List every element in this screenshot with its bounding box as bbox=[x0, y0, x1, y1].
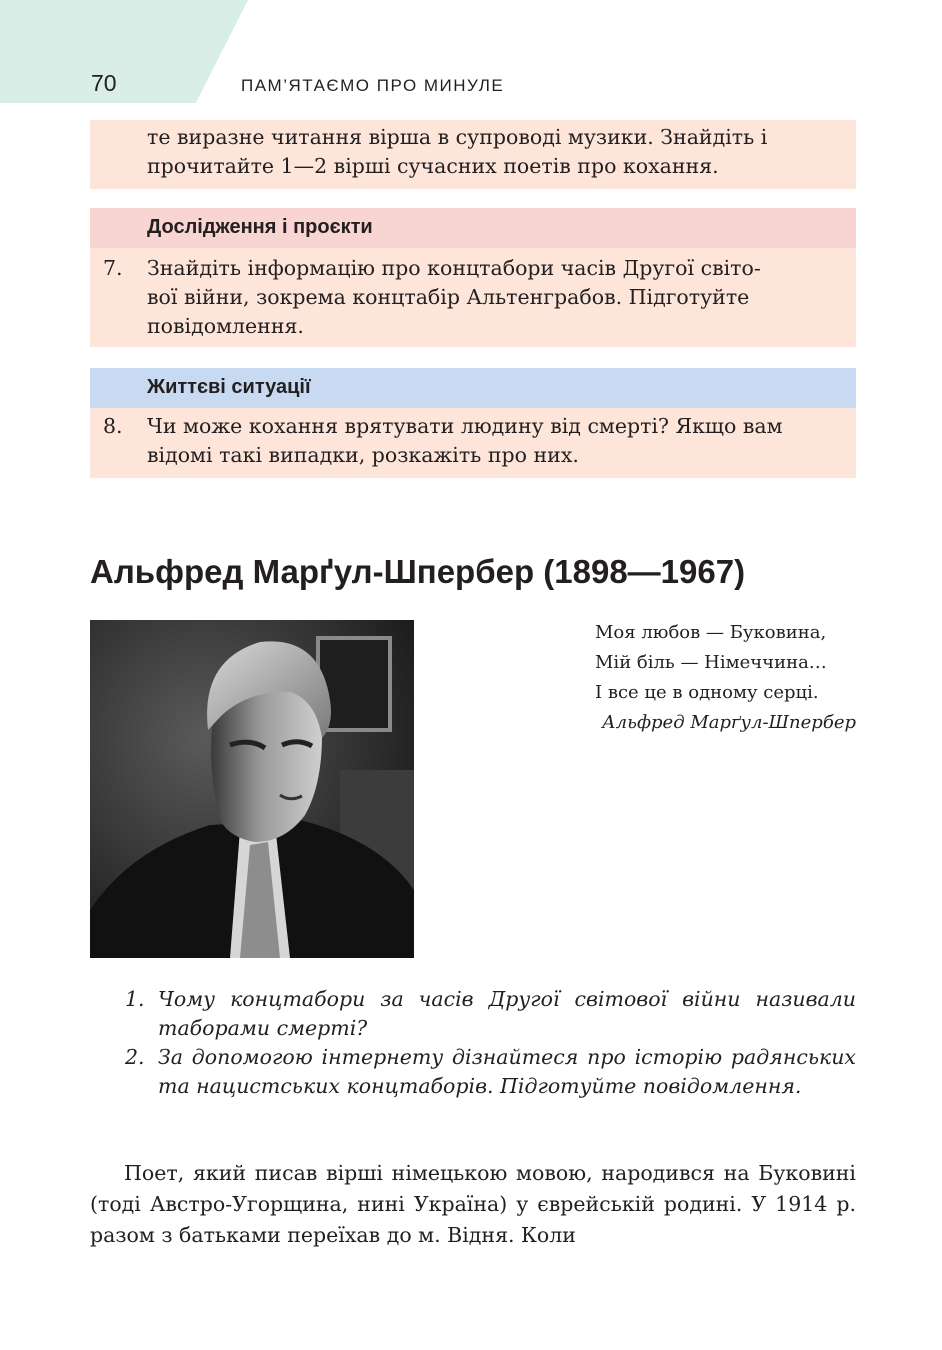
research-task-line: повідомлення. bbox=[147, 314, 304, 338]
corner-tab bbox=[0, 0, 248, 103]
task-number: 8. bbox=[103, 414, 123, 438]
epigraph bbox=[570, 618, 860, 738]
epigraph-line: Мій біль — Німеччина… bbox=[595, 652, 827, 673]
research-task-line: Знайдіть інформацію про концтабори часів Другої світо- bbox=[147, 256, 761, 280]
life-section-title: Життєві ситуації bbox=[147, 376, 311, 398]
question-text: За допомогою інтернету дізнайтеся про історію радянських та нацистських концтаборів. Підготуйте повідомлення. bbox=[158, 1045, 856, 1098]
question-text: Чому концтабори за часів Другої світової війни називали таборами смерті? bbox=[158, 987, 856, 1040]
research-section-header bbox=[90, 208, 856, 248]
question-item bbox=[120, 985, 856, 1043]
task-number: 7. bbox=[103, 256, 123, 280]
body-paragraph: Поет, який писав вірші німецькою мовою, народився на Буковині (тоді Австро-Угорщина, нині Україна) у єврейській родині. У 1914 р. разом з батьками переїхав до м. Відня. Коли bbox=[90, 1161, 856, 1247]
question-number: 2. bbox=[125, 1045, 145, 1069]
life-section-header bbox=[90, 368, 856, 408]
task-continuation-text bbox=[147, 123, 844, 181]
research-task-box bbox=[90, 248, 856, 347]
task-continuation-line: те виразне читання вірша в супроводі музики. Знайдіть і bbox=[147, 125, 768, 149]
question-list bbox=[120, 985, 856, 1101]
epigraph-line: І все це в одному серці. bbox=[595, 682, 819, 703]
task-continuation-box bbox=[90, 120, 856, 189]
life-task-box bbox=[90, 408, 856, 478]
epigraph-line: Моя любов — Буковина, bbox=[595, 622, 827, 643]
life-task-line: Чи може кохання врятувати людину від смерті? Якщо вам bbox=[147, 414, 783, 438]
research-task-line: вої війни, зокрема концтабір Альтенграбов. Підготуйте bbox=[147, 285, 750, 309]
portrait-photo bbox=[90, 620, 414, 958]
question-number: 1. bbox=[125, 987, 145, 1011]
article-title: Альфред Марґул-Шпербер (1898—1967) bbox=[90, 553, 746, 590]
life-task-line: відомі такі випадки, розкажіть про них. bbox=[147, 443, 579, 467]
running-header: ПАМ’ЯТАЄМО ПРО МИНУЛЕ bbox=[241, 76, 505, 95]
research-section-title: Дослідження і проєкти bbox=[147, 216, 373, 238]
page-number: 70 bbox=[91, 70, 117, 96]
epigraph-author: Альфред Марґул-Шпербер bbox=[602, 712, 856, 733]
research-task-text bbox=[147, 254, 844, 341]
life-task-text bbox=[147, 412, 844, 470]
question-item bbox=[120, 1043, 856, 1101]
task-continuation-line: прочитайте 1—2 вірші сучасних поетів про кохання. bbox=[147, 154, 719, 178]
